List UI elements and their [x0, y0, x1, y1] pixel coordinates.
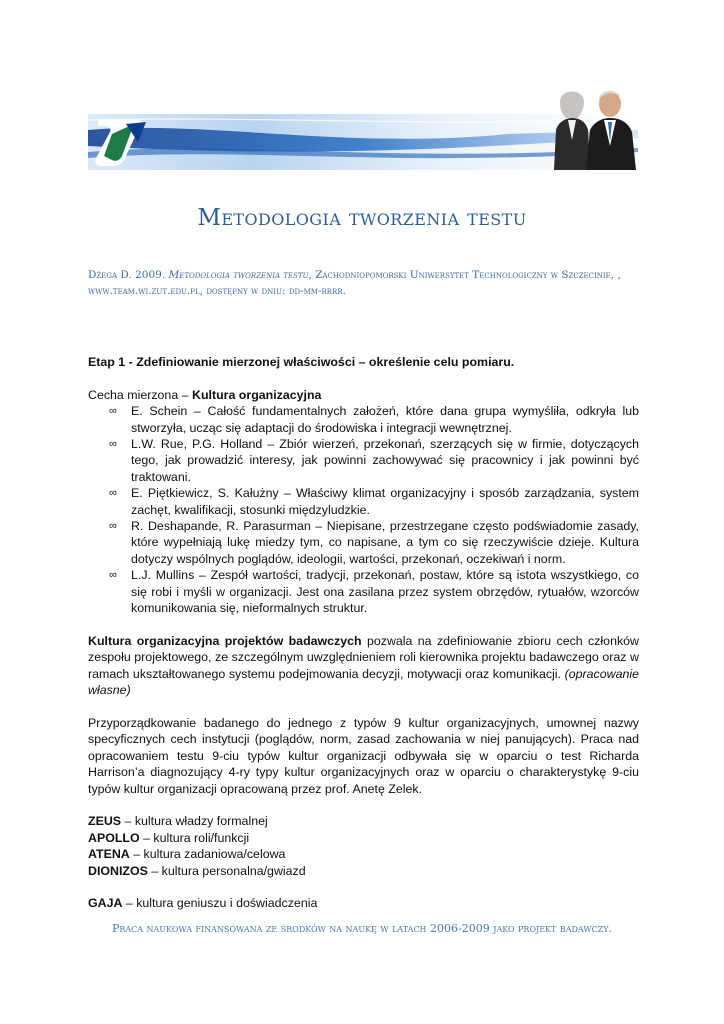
paragraph-assignment: Przyporządkowanie badanego do jednego z typów 9 kultur organizacyjnych, umownej nazwy specyficznych cech instytucji (poglądów, norm, zasad zachowania w niej panujących). Praca nad opracowaniem testu 9-ciu typów kultur organizacji odbywała się w oparciu o test Richarda Harrison’a diagnozujący 4-ry typy kultur organizacyjnych oraz w oparciu o charakterystykę 9-ciu typów kultur organizacji opracowaną przez prof. Anetę Zelek.: [88, 715, 639, 796]
list-item: [88, 863, 639, 879]
measured-trait: [88, 387, 639, 403]
culture-name: ZEUS: [88, 814, 122, 829]
infinity-bullet-icon: ∞: [109, 405, 117, 418]
infinity-bullet-icon: ∞: [109, 487, 117, 500]
culture-desc: – kultura geniuszu i doświadczenia: [122, 896, 318, 911]
document-title: Metodologia tworzenia testu: [197, 205, 527, 231]
culture-name: ATENA: [88, 847, 130, 862]
stage-heading-text: Etap 1 - Zdefiniowanie mierzonej właściwości – określenie celu pomiaru.: [88, 355, 515, 369]
paragraph-culture-source: (opracowanie własne): [88, 666, 639, 698]
list-item: [88, 846, 639, 862]
document-body: [88, 354, 639, 912]
business-people-picture: [554, 91, 636, 170]
header-banner: [88, 90, 638, 170]
culture-desc: – kultura roli/funkcji: [139, 830, 250, 845]
list-item: [88, 403, 639, 436]
definition-text: R. Deshapande, R. Parasurman – Niepisane, przestrzegane często podświadomie zasady, które wypełniają lukę miedzy tym, co napisane, a tym co się rzeczywiście dzieje. Kultura dotyczy wspólnych poglądów, ideologii, wartości, przekonań, oczekiwań i norm.: [131, 519, 639, 566]
culture-gaja: [88, 895, 639, 911]
definition-text: L.J. Mullins – Zespół wartości, tradycji, przekonań, postaw, które są istota wszystkiego, co się robi i myśli w organizacji. Jest ona zasilana przez system obrzędów, rytuałów, wzorców komunikowania się, nieformalnych struktur.: [131, 568, 639, 616]
culture-desc: – kultura personalna/gwiazd: [147, 863, 306, 878]
infinity-bullet-icon: ∞: [109, 569, 117, 582]
paragraph-culture-text: pozwala na zdefiniowanie zbioru cech członków zespołu projektowego, ze szczególnym uwzględnieniem roli kierownika projektu badawczego oraz w ramach ukształtowanego systemu podejmowania decyzji, motywacji oraz komunikacji.: [88, 633, 639, 681]
definition-text: E. Schein – Całość fundamentalnych założeń, które dana grupa wymyśliła, odkryła lub stworzyła, ucząc się adaptacji do środowiska i integracji wewnętrznej.: [131, 404, 639, 435]
culture-desc: – kultura władzy formalnej: [121, 814, 268, 829]
stage-heading: [88, 354, 639, 370]
measured-trait-prefix: Cecha mierzona –: [88, 387, 192, 402]
list-item: [88, 830, 639, 846]
list-item: [88, 436, 639, 485]
citation-work-title: Metodologia tworzenia testu: [168, 269, 309, 281]
culture-types-list: [88, 813, 639, 879]
culture-name: APOLLO: [88, 830, 140, 845]
list-item: [88, 485, 639, 518]
list-item: [88, 518, 639, 567]
list-item: [88, 567, 639, 616]
citation-details: , Zachodniopomorski Uniwersytet Technologiczny w Szczecinie, , www.team.wi.zut.edu.pl, dostępny w dniu: dd-mm-rrrr.: [88, 269, 621, 297]
list-item: [88, 813, 639, 829]
infinity-bullet-icon: ∞: [109, 520, 117, 533]
culture-name: GAJA: [88, 896, 123, 911]
culture-name: DIONIZOS: [88, 863, 148, 878]
paragraph-culture-definition: [88, 633, 639, 699]
citation-author-year: Dżega D. 2009.: [88, 269, 169, 281]
banner-graphic: [88, 90, 638, 170]
definition-text: L.W. Rue, P.G. Holland – Zbiór wierzeń, przekonań, szerzących się w firmie, dotyczących tego, jak prowadzić interesy, jak powinni zachowywać się pracownicy i jak powinni być traktowani.: [131, 437, 639, 484]
definition-text: E. Piętkiewicz, S. Kałużny – Właściwy klimat organizacyjny i sposób zarządzania, system zachęt, kwalifikacji, stosunki międzyludzkie.: [131, 486, 639, 517]
culture-desc: – kultura zadaniowa/celowa: [129, 847, 286, 862]
definitions-list: [88, 403, 639, 616]
measured-trait-name: Kultura organizacyjna: [192, 387, 322, 402]
page-footer: Praca naukowa finansowana ze środków na naukę w latach 2006-2009 jako projekt badawczy.: [111, 922, 613, 935]
citation: [88, 267, 648, 299]
paragraph-culture-term: Kultura organizacyjna projektów badawczych: [88, 633, 362, 648]
infinity-bullet-icon: ∞: [109, 438, 117, 451]
